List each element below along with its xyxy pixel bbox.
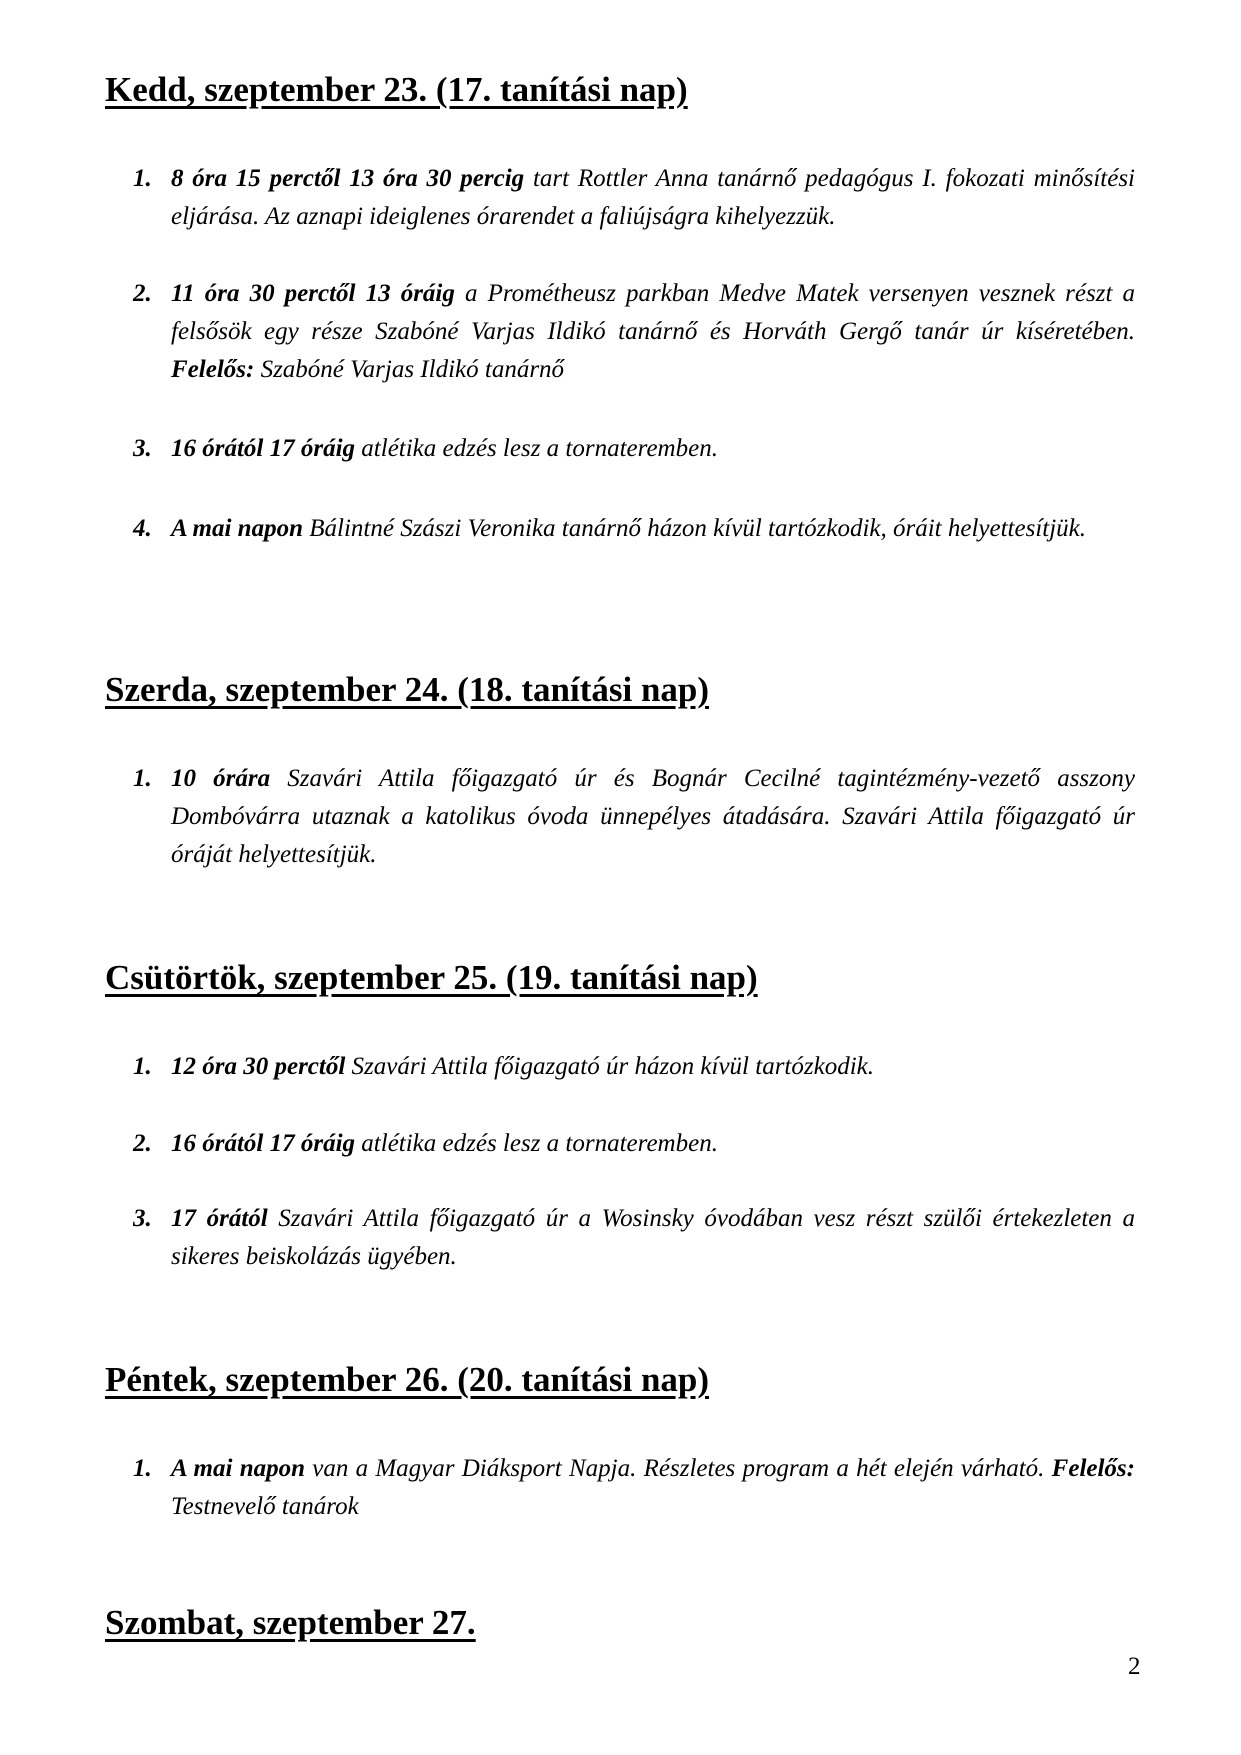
list-item xyxy=(133,1200,1135,1276)
list-item xyxy=(133,275,1135,389)
item-body xyxy=(171,430,1135,468)
item-time: 8 óra 15 perctől 13 óra 30 percig xyxy=(171,165,525,192)
item-time: A mai napon xyxy=(171,1455,305,1482)
list-item xyxy=(133,1450,1135,1526)
item-number: 1. xyxy=(133,165,152,192)
item-number: 3. xyxy=(133,435,152,462)
item-body xyxy=(171,160,1135,236)
item-number: 1. xyxy=(133,1053,152,1080)
item-time: 10 órára xyxy=(171,765,271,792)
list-item xyxy=(133,1048,1135,1086)
item-text: a Prométheusz parkban Medve Matek versenyen vesznek részt a felsősök egy része Szabóné Varjas Ildikó tanárnő és Horváth Gergő tanár úr kíséretében. xyxy=(171,280,1136,345)
item-text: atlétika edzés lesz a tornateremben. xyxy=(355,1130,718,1157)
item-text: Szavári Attila főigazgató úr és Bognár Cecilné tagintézmény-vezető asszony Dombóvárra utaznak a katolikus óvoda ünnepélyes átadására. Szavári Attila főigazgató úr óráját helyettesítjük. xyxy=(171,765,1135,868)
day-heading-wednesday: Szerda, szeptember 24. (18. tanítási nap) xyxy=(105,670,710,709)
item-body xyxy=(171,275,1135,389)
item-number: 2. xyxy=(133,280,152,307)
item-text: Szavári Attila főigazgató úr házon kívül tartózkodik. xyxy=(345,1053,874,1080)
responsible-label: Felelős: xyxy=(1051,1455,1135,1482)
item-time: 16 órától 17 óráig xyxy=(171,435,356,462)
list-item xyxy=(133,160,1135,236)
item-text: Bálintné Szászi Veronika tanárnő házon kívül tartózkodik, óráit helyettesítjük. xyxy=(303,515,1087,542)
item-body xyxy=(171,1048,1135,1086)
list-item xyxy=(133,760,1135,874)
item-body xyxy=(171,760,1135,874)
item-number: 1. xyxy=(133,1455,152,1482)
item-number: 2. xyxy=(133,1130,152,1157)
item-body xyxy=(171,1450,1135,1526)
day-heading-friday: Péntek, szeptember 26. (20. tanítási nap) xyxy=(105,1360,710,1399)
responsible-text: Testnevelő tanárok xyxy=(171,1493,359,1520)
item-time: A mai napon xyxy=(171,515,303,542)
item-number: 4. xyxy=(133,515,152,542)
list-item xyxy=(133,1125,1135,1163)
day-heading-saturday: Szombat, szeptember 27. xyxy=(105,1603,476,1642)
item-text: atlétika edzés lesz a tornateremben. xyxy=(355,435,718,462)
item-time: 16 órától 17 óráig xyxy=(171,1130,356,1157)
item-text: Szavári Attila főigazgató úr a Wosinsky óvodában vesz részt szülői értekezleten a sikeres beiskolázás ügyében. xyxy=(171,1205,1135,1270)
item-time: 12 óra 30 perctől xyxy=(171,1053,346,1080)
list-item xyxy=(133,430,1135,468)
item-body xyxy=(171,1125,1135,1163)
item-time: 11 óra 30 perctől 13 óráig xyxy=(171,280,455,307)
item-number: 1. xyxy=(133,765,152,792)
item-text: van a Magyar Diáksport Napja. Részletes program a hét elején várható. xyxy=(305,1455,1052,1482)
item-number: 3. xyxy=(133,1205,152,1232)
item-body xyxy=(171,1200,1135,1276)
item-body xyxy=(171,510,1135,548)
responsible-text: Szabóné Varjas Ildikó tanárnő xyxy=(254,356,565,383)
list-item xyxy=(133,510,1135,548)
responsible-label: Felelős: xyxy=(171,356,255,383)
item-text: tart Rottler Anna tanárnő pedagógus I. fokozati minősítési eljárása. Az aznapi ideiglenes órarendet a faliújságra kihelyezzük. xyxy=(171,165,1135,230)
day-heading-tuesday: Kedd, szeptember 23. (17. tanítási nap) xyxy=(105,70,688,109)
item-time: 17 órától xyxy=(171,1205,268,1232)
page-number: 2 xyxy=(1128,1653,1141,1680)
day-heading-thursday: Csütörtök, szeptember 25. (19. tanítási nap) xyxy=(105,958,758,997)
